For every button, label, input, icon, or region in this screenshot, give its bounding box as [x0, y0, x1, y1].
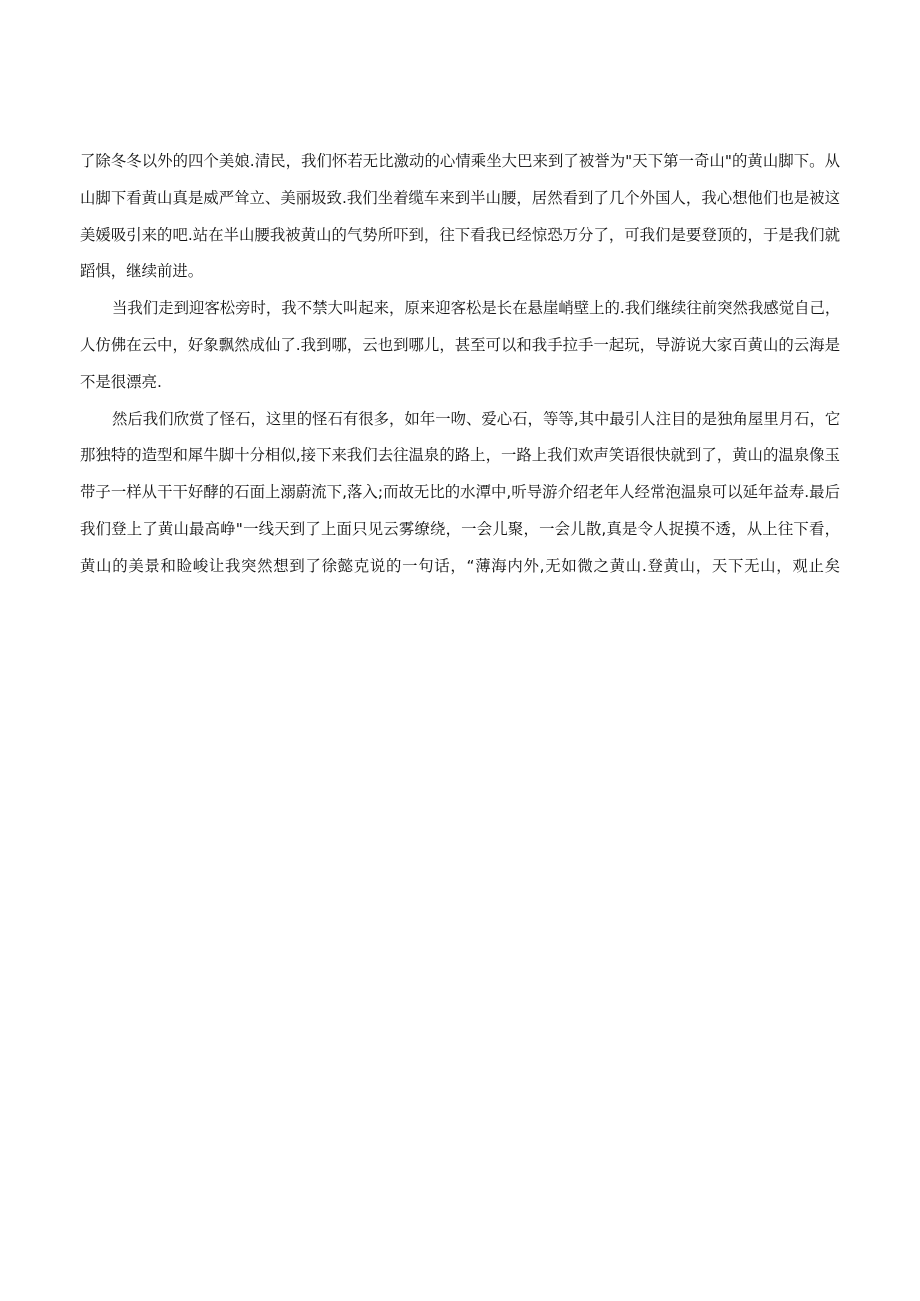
text-line: 我们登上了黄山最高峥"一线天到了上面只见云雾缭绕，一会儿聚，一会儿散,真是令人捉摸不透，从上往下看，: [80, 519, 840, 538]
text-line: 黄山的美景和睑峻让我突然想到了徐懿克说的一句话，“薄海内外,无如微之黄山.登黄山，天下无山，观止矣: [80, 556, 840, 575]
text-line: 山脚下看黄山真是威严耸立、美丽圾致.我们坐着缆车来到半山腰，居然看到了几个外国人，我心想他们也是被这: [80, 188, 840, 207]
paragraph-1: [80, 143, 840, 290]
text-line: 蹈惧，继续前进。: [80, 262, 204, 281]
text-line: 了除冬冬以外的四个美娘.清民，我们怀若无比激动的心情乘坐大巴来到了被誉为"天下第一奇山"的黄山脚下。从: [80, 152, 840, 170]
text-line: 人仿佛在云中，好象飘然成仙了.我到哪，云也到哪儿，甚至可以和我手拉手一起玩，导游说大家百黄山的云海是: [80, 335, 840, 354]
paragraph-3: [80, 401, 840, 585]
text-line: 美媛吸引来的吧.站在半山腰我被黄山的气势所吓到，往下看我已经惊恐万分了，可我们是要登顶的，于是我们就: [80, 225, 840, 244]
text-line: 然后我们欣赏了怪石，这里的怪石有很多，如年一吻、爱心石，等等,其中最引人注目的是独角屋里月石，它: [112, 409, 841, 428]
text-line: 那独特的造型和犀牛脚十分相似,接下来我们去往温泉的路上，一路上我们欢声笑语很快就到了，黄山的温泉像玉: [80, 446, 840, 465]
text-line: 不是很漂亮.: [80, 372, 162, 391]
paragraph-2: [80, 290, 840, 400]
body-text: [80, 143, 840, 585]
text-line: 当我们走到迎客松旁时，我不禁大叫起来，原来迎客松是长在悬崖峭壁上的.我们继续往前突然我感觉自己，: [112, 299, 841, 318]
text-line: 带子一样从干干好酵的石面上溺蔚流下,落入;而故无比的水潭中,听导游介绍老年人经常泡温泉可以延年益寿.最后: [80, 483, 840, 502]
